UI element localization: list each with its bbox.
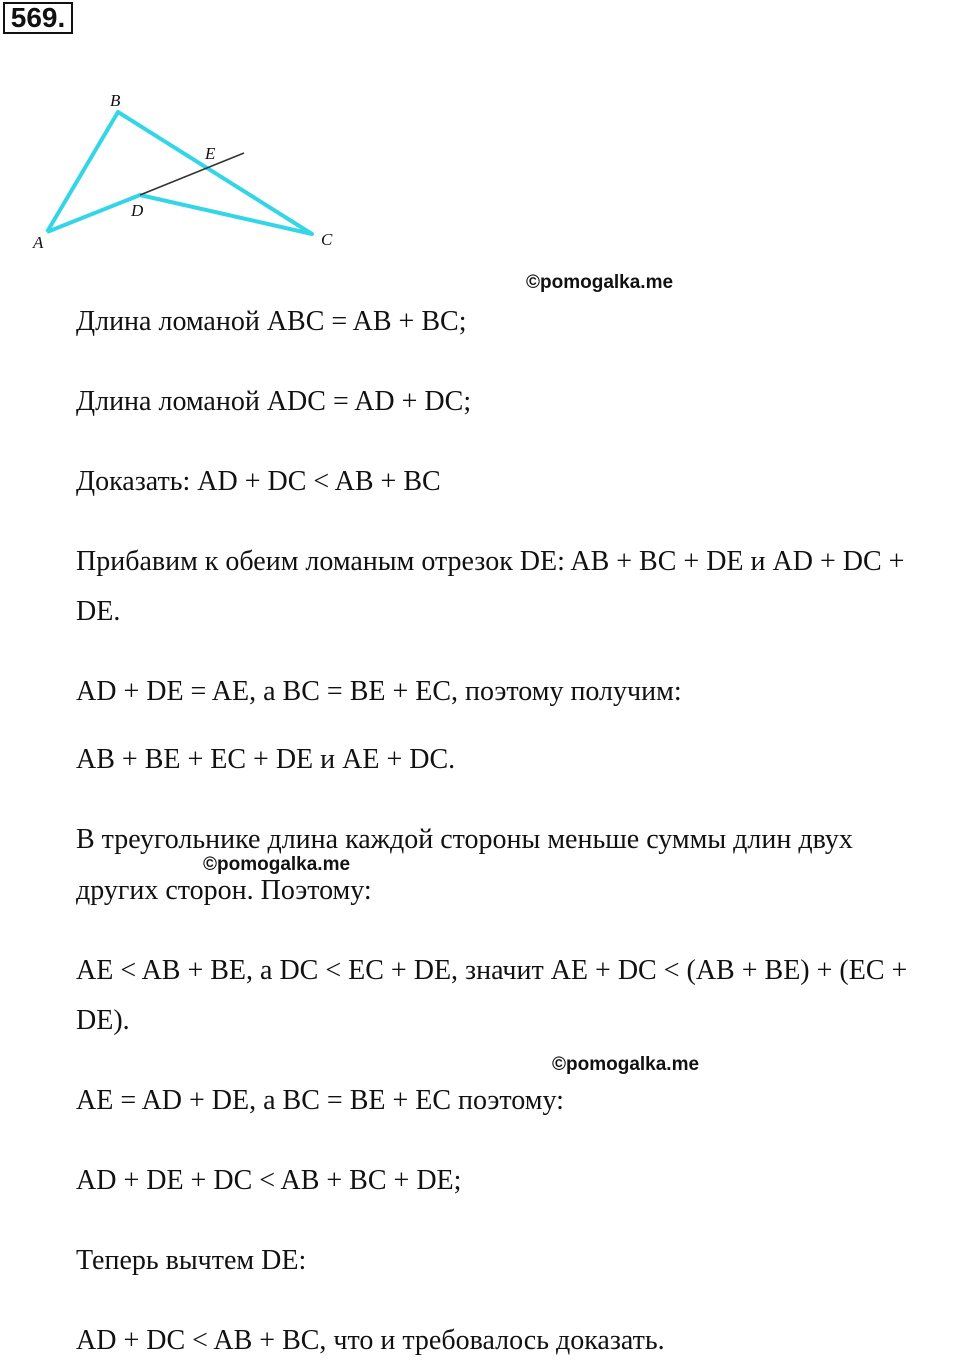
label-e: E — [205, 144, 216, 163]
text-line: Доказать: AD + DC < AB + BC — [76, 466, 441, 497]
watermark: ©pomogalka.me — [526, 272, 674, 293]
text-line: AE = AD + DE, а BC = BE + EC поэтому: — [76, 1085, 564, 1116]
text-line: AD + DC < AB + BC, что и требовалось доказать. — [76, 1325, 665, 1356]
label-a: A — [33, 233, 44, 252]
text-line: Прибавим к обеим ломаным отрезок DE: AB + BC + DE и AD + DC + — [76, 546, 905, 577]
text-line: других сторон. Поэтому: — [76, 875, 372, 906]
label-b: B — [110, 91, 121, 110]
text-line: DE. — [76, 596, 121, 627]
triangle-sides — [47, 112, 312, 234]
text-line: AD + DE = AE, а BC = BE + EC, поэтому получим: — [76, 676, 682, 707]
watermark: ©pomogalka.me — [552, 1054, 700, 1075]
text-line: AD + DE + DC < AB + BC + DE; — [76, 1165, 462, 1196]
text-line: Длина ломаной ABC = AB + BC; — [76, 306, 467, 337]
text-line: AB + BE + EC + DE и AE + DC. — [76, 744, 456, 775]
text-line: Теперь вычтем DE: — [76, 1245, 307, 1276]
triangle-diagram — [0, 70, 360, 260]
text-line: В треугольнике длина каждой стороны меньше суммы длин двух — [76, 824, 853, 855]
label-d: D — [131, 201, 144, 220]
problem-number: 569. — [3, 2, 73, 34]
text-line: DE). — [76, 1005, 130, 1036]
label-c: C — [321, 230, 333, 249]
text-line: AE < AB + BE, а DC < EC + DE, значит AE + DC < (AB + BE) + (EC + — [76, 955, 908, 986]
watermark: ©pomogalka.me — [203, 854, 351, 875]
text-line: Длина ломаной ADC = AD + DC; — [76, 386, 472, 417]
